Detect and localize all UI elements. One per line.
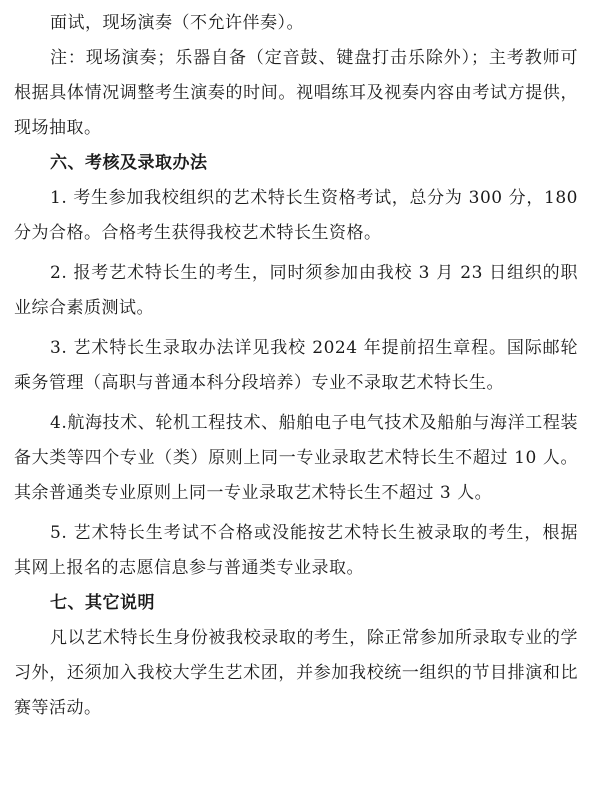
paragraph-6-5: 5. 艺术特长生考试不合格或没能按艺术特长生被录取的考生，根据其网上报名的志愿信息参与普通类专业录取。 <box>14 523 578 578</box>
paragraph-note: 注：现场演奏；乐器自备（定音鼓、键盘打击乐除外）；主考教师可根据具体情况调整考生演奏的时间。视唱练耳及视奏内容由考试方提供，现场抽取。 <box>14 48 578 138</box>
section-heading-7: 七、其它说明 <box>50 593 155 613</box>
paragraph-6-2: 2. 报考艺术特长生的考生，同时须参加由我校 3 月 23 日组织的职业综合素质测试。 <box>14 263 578 318</box>
paragraph-interview: 面试，现场演奏（不允许伴奏）。 <box>50 13 304 33</box>
paragraph-6-4: 4.航海技术、轮机工程技术、船舶电子电气技术及船舶与海洋工程装备大类等四个专业（类）原则上同一专业录取艺术特长生不超过 10 人。其余普通类专业原则上同一专业录取艺术特长生不超过 3 人。 <box>14 413 578 503</box>
paragraph-7-1: 凡以艺术特长生身份被我校录取的考生，除正常参加所录取专业的学习外，还须加入我校大学生艺术团，并参加我校统一组织的节目排演和比赛等活动。 <box>14 628 578 718</box>
section-heading-6: 六、考核及录取办法 <box>50 153 208 173</box>
paragraph-6-1: 1. 考生参加我校组织的艺术特长生资格考试，总分为 300 分，180 分为合格。合格考生获得我校艺术特长生资格。 <box>14 188 578 243</box>
paragraph-6-3: 3. 艺术特长生录取办法详见我校 2024 年提前招生章程。国际邮轮乘务管理（高职与普通本科分段培养）专业不录取艺术特长生。 <box>14 338 578 393</box>
